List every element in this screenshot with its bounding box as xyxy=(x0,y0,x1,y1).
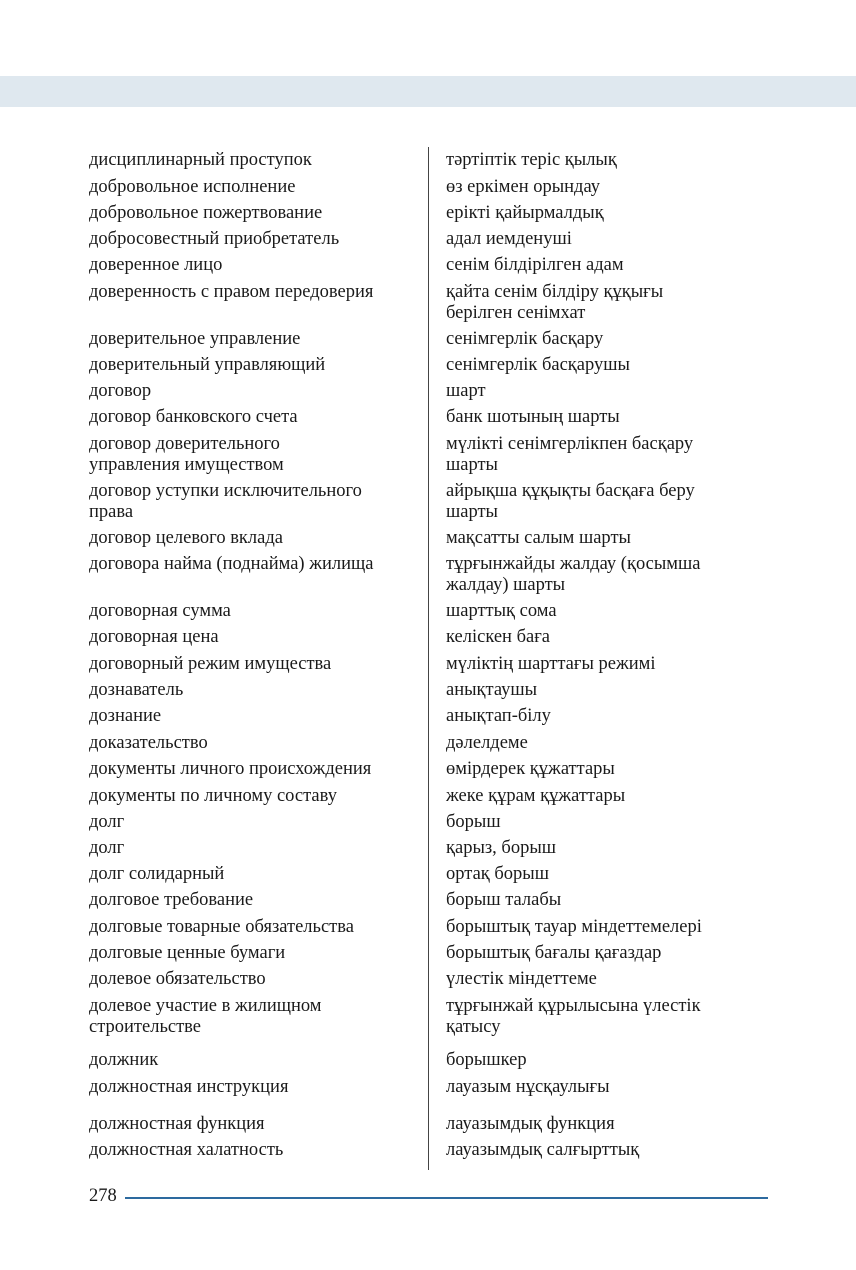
term-kazakh: борыш талабы xyxy=(446,890,562,910)
term-russian: доказательство xyxy=(89,733,208,753)
term-russian: договор целевого вклада xyxy=(89,528,283,548)
term-kazakh: анықтаушы xyxy=(446,680,538,700)
term-kazakh: үлестік міндеттеме xyxy=(446,969,597,989)
term-russian: должностная инструкция xyxy=(89,1077,289,1097)
term-kazakh: борышкер xyxy=(446,1050,527,1070)
term-kazakh: сенім білдірілген адам xyxy=(446,255,624,275)
term-russian: дисциплинарный проступок xyxy=(89,150,312,170)
term-kazakh: ортақ борыш xyxy=(446,864,549,884)
term-russian: долговое требование xyxy=(89,890,254,910)
term-russian: документы личного происхождения xyxy=(89,759,372,779)
term-russian: долг солидарный xyxy=(89,864,225,884)
term-kazakh: шарт xyxy=(446,381,486,401)
term-kazakh: қайта сенім білдіру құқығы берілген сенімхат xyxy=(446,282,664,323)
term-russian: документы по личному составу xyxy=(89,786,337,806)
term-kazakh: лауазымдық салғырттық xyxy=(446,1140,640,1160)
term-kazakh: борыштық бағалы қағаздар xyxy=(446,943,662,963)
term-russian: договор банковского счета xyxy=(89,407,298,427)
term-kazakh: лауазым нұсқаулығы xyxy=(446,1077,610,1097)
term-kazakh: шарттық сома xyxy=(446,601,557,621)
term-kazakh: дәлелдеме xyxy=(446,733,528,753)
term-russian: договорный режим имущества xyxy=(89,654,332,674)
term-kazakh: тұрғынжайды жалдау (қосымша жалдау) шарты xyxy=(446,554,701,595)
term-russian: долг xyxy=(89,838,125,858)
term-kazakh: тәртіптік теріс қылық xyxy=(446,150,617,170)
term-kazakh: өмірдерек құжаттары xyxy=(446,759,615,779)
term-kazakh: борыштық тауар міндеттемелері xyxy=(446,917,702,937)
term-russian: долг xyxy=(89,812,125,832)
term-russian: дознание xyxy=(89,706,162,726)
term-russian: договор доверительного управления имуществом xyxy=(89,434,284,475)
term-kazakh: мүлікті сенімгерлікпен басқару шарты xyxy=(446,434,694,475)
term-russian: доверенное лицо xyxy=(89,255,223,275)
term-russian: долговые ценные бумаги xyxy=(89,943,286,963)
term-kazakh: лауазымдық функция xyxy=(446,1114,615,1134)
term-russian: доверенность с правом передоверия xyxy=(89,282,374,302)
term-russian: добровольное исполнение xyxy=(89,177,296,197)
term-kazakh: анықтап-білу xyxy=(446,706,551,726)
term-russian: дознаватель xyxy=(89,680,184,700)
term-russian: договора найма (поднайма) жилища xyxy=(89,554,374,574)
term-kazakh: айрықша құқықты басқаға беру шарты xyxy=(446,481,695,522)
term-russian: договорная сумма xyxy=(89,601,231,621)
term-kazakh: жеке құрам құжаттары xyxy=(446,786,626,806)
term-kazakh: сенімгерлік басқарушы xyxy=(446,355,630,375)
term-russian: доверительное управление xyxy=(89,329,301,349)
term-russian: добросовестный приобретатель xyxy=(89,229,340,249)
term-russian: долевое участие в жилищном строительстве xyxy=(89,996,322,1037)
term-russian: долговые товарные обязательства xyxy=(89,917,354,937)
term-russian: должностная функция xyxy=(89,1114,265,1134)
term-russian: договор уступки исключительного права xyxy=(89,481,362,522)
term-kazakh: борыш xyxy=(446,812,501,832)
term-russian: долевое обязательство xyxy=(89,969,266,989)
page-number: 278 xyxy=(89,1186,117,1206)
term-kazakh: келіскен баға xyxy=(446,627,551,647)
term-kazakh: адал иемденуші xyxy=(446,229,572,249)
term-kazakh: қарыз, борыш xyxy=(446,838,557,858)
term-kazakh: тұрғынжай құрылысына үлестік қатысу xyxy=(446,996,701,1037)
term-kazakh: сенімгерлік басқару xyxy=(446,329,604,349)
term-kazakh: мақсатты салым шарты xyxy=(446,528,631,548)
term-russian: договор xyxy=(89,381,152,401)
term-kazakh: ерікті қайырмалдық xyxy=(446,203,604,223)
term-russian: добровольное пожертвование xyxy=(89,203,323,223)
term-kazakh: банк шотының шарты xyxy=(446,407,620,427)
term-russian: доверительный управляющий xyxy=(89,355,326,375)
term-kazakh: өз еркімен орындау xyxy=(446,177,600,197)
term-russian: договорная цена xyxy=(89,627,219,647)
footer-rule xyxy=(125,1197,768,1199)
term-russian: должностная халатность xyxy=(89,1140,284,1160)
term-russian: должник xyxy=(89,1050,159,1070)
term-kazakh: мүліктің шарттағы режимі xyxy=(446,654,656,674)
